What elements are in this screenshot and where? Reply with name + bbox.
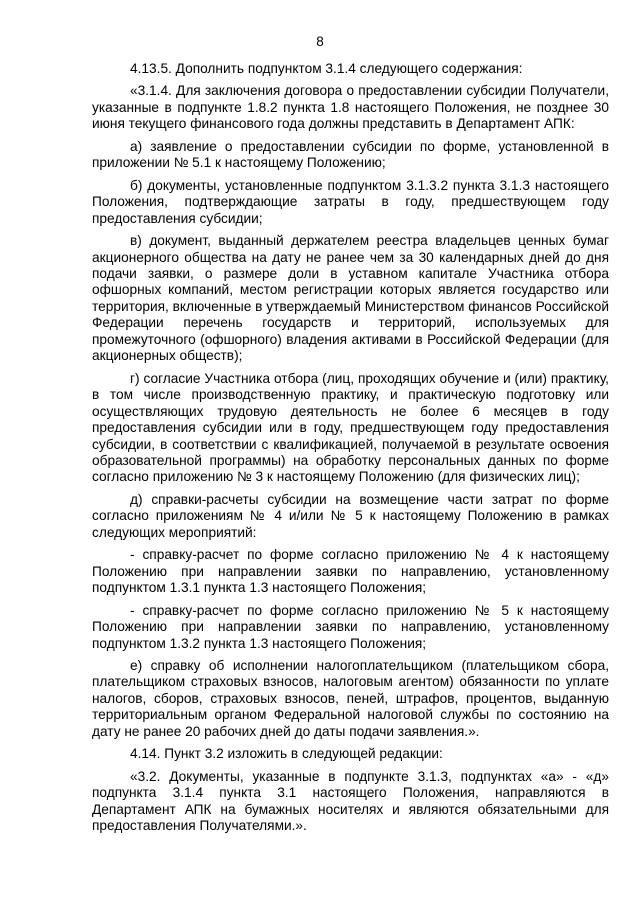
- paragraph-dash-1: - справку-расчет по форме согласно приложению № 4 к настоящему Положению при направлении заявки по направлению, установленному подпунктом 1.3.1 пункта 1.3 настоящего Положения;: [92, 547, 609, 596]
- paragraph-item-b: б) документы, установленные подпунктом 3.1.3.2 пункта 3.1.3 настоящего Положения, подтверждающие затраты в году, предшествующем году предоставления субсидии;: [92, 177, 609, 226]
- paragraph-item-e: е) справку об исполнении налогоплательщиком (плательщиком сбора, плательщиком страховых взносов, налоговым агентом) обязанности по уплате налогов, сборов, страховых взносов, пеней, штрафов, процентов, выданную территориальным органом Федеральной налоговой службы по состоянию на дату не ранее 20 рабочих дней до даты подачи заявления.».: [92, 657, 609, 739]
- paragraph-4-14: 4.14. Пункт 3.2 изложить в следующей редакции:: [130, 746, 443, 762]
- paragraph-item-v: в) документ, выданный держателем реестра владельцев ценных бумаг акционерного общества на дату не ранее чем за 30 календарных дней до дня подачи заявки, о размере доли в уставном капитале Участника отбора офшорных компаний, местом регистрации которых является государство или территория, включенные в утверждаемый Министерством финансов Российской Федерации перечень государств и территорий, используемых для промежуточного (офшорного) владения активами в Российской Федерации (для акционерных обществ);: [92, 233, 609, 364]
- paragraph-3-2: «3.2. Документы, указанные в подпункте 3.1.3, подпунктах «а» - «д» подпункта 3.1.4 пункта 3.1 настоящего Положения, направляются в Департамент АПК на бумажных носителях и являются обязательными для предоставления Получателями.».: [92, 768, 609, 834]
- paragraph-item-a: а) заявление о предоставлении субсидии по форме, установленной в приложении № 5.1 к настоящему Положению;: [92, 138, 609, 171]
- paragraph-3-1-4: «3.1.4. Для заключения договора о предоставлении субсидии Получатели, указанные в подпункте 1.8.2 пункта 1.8 настоящего Положения, не позднее 30 июня текущего финансового года должны представить в Департамент АПК:: [92, 83, 609, 132]
- paragraph-4-13-5: 4.13.5. Дополнить подпунктом 3.1.4 следующего содержания:: [130, 61, 523, 76]
- paragraph-item-g: г) согласие Участника отбора (лиц, проходящих обучение и (или) практику, в том числе производственную практику, и практическую подготовку или осуществляющих трудовую деятельность не более 6 месяцев в году предоставления субсидии или в году, предшествующем году предоставления субсидии, в соответствии с квалификацией, получаемой в результате освоения образовательной программы) на обработку персональных данных по форме согласно приложению № 3 к настоящему Положению (для физических лиц);: [92, 370, 609, 485]
- paragraph-dash-2: - справку-расчет по форме согласно приложению № 5 к настоящему Положению при направлении заявки по направлению, установленному подпунктом 1.3.2 пункта 1.3 настоящего Положения;: [92, 602, 609, 651]
- page-number: 8: [316, 34, 324, 49]
- paragraph-item-d: д) справки-расчеты субсидии на возмещение части затрат по форме согласно приложениям № 4 и/или № 5 к настоящему Положению в рамках следующих мероприятий:: [92, 491, 609, 540]
- document-body: [92, 61, 609, 834]
